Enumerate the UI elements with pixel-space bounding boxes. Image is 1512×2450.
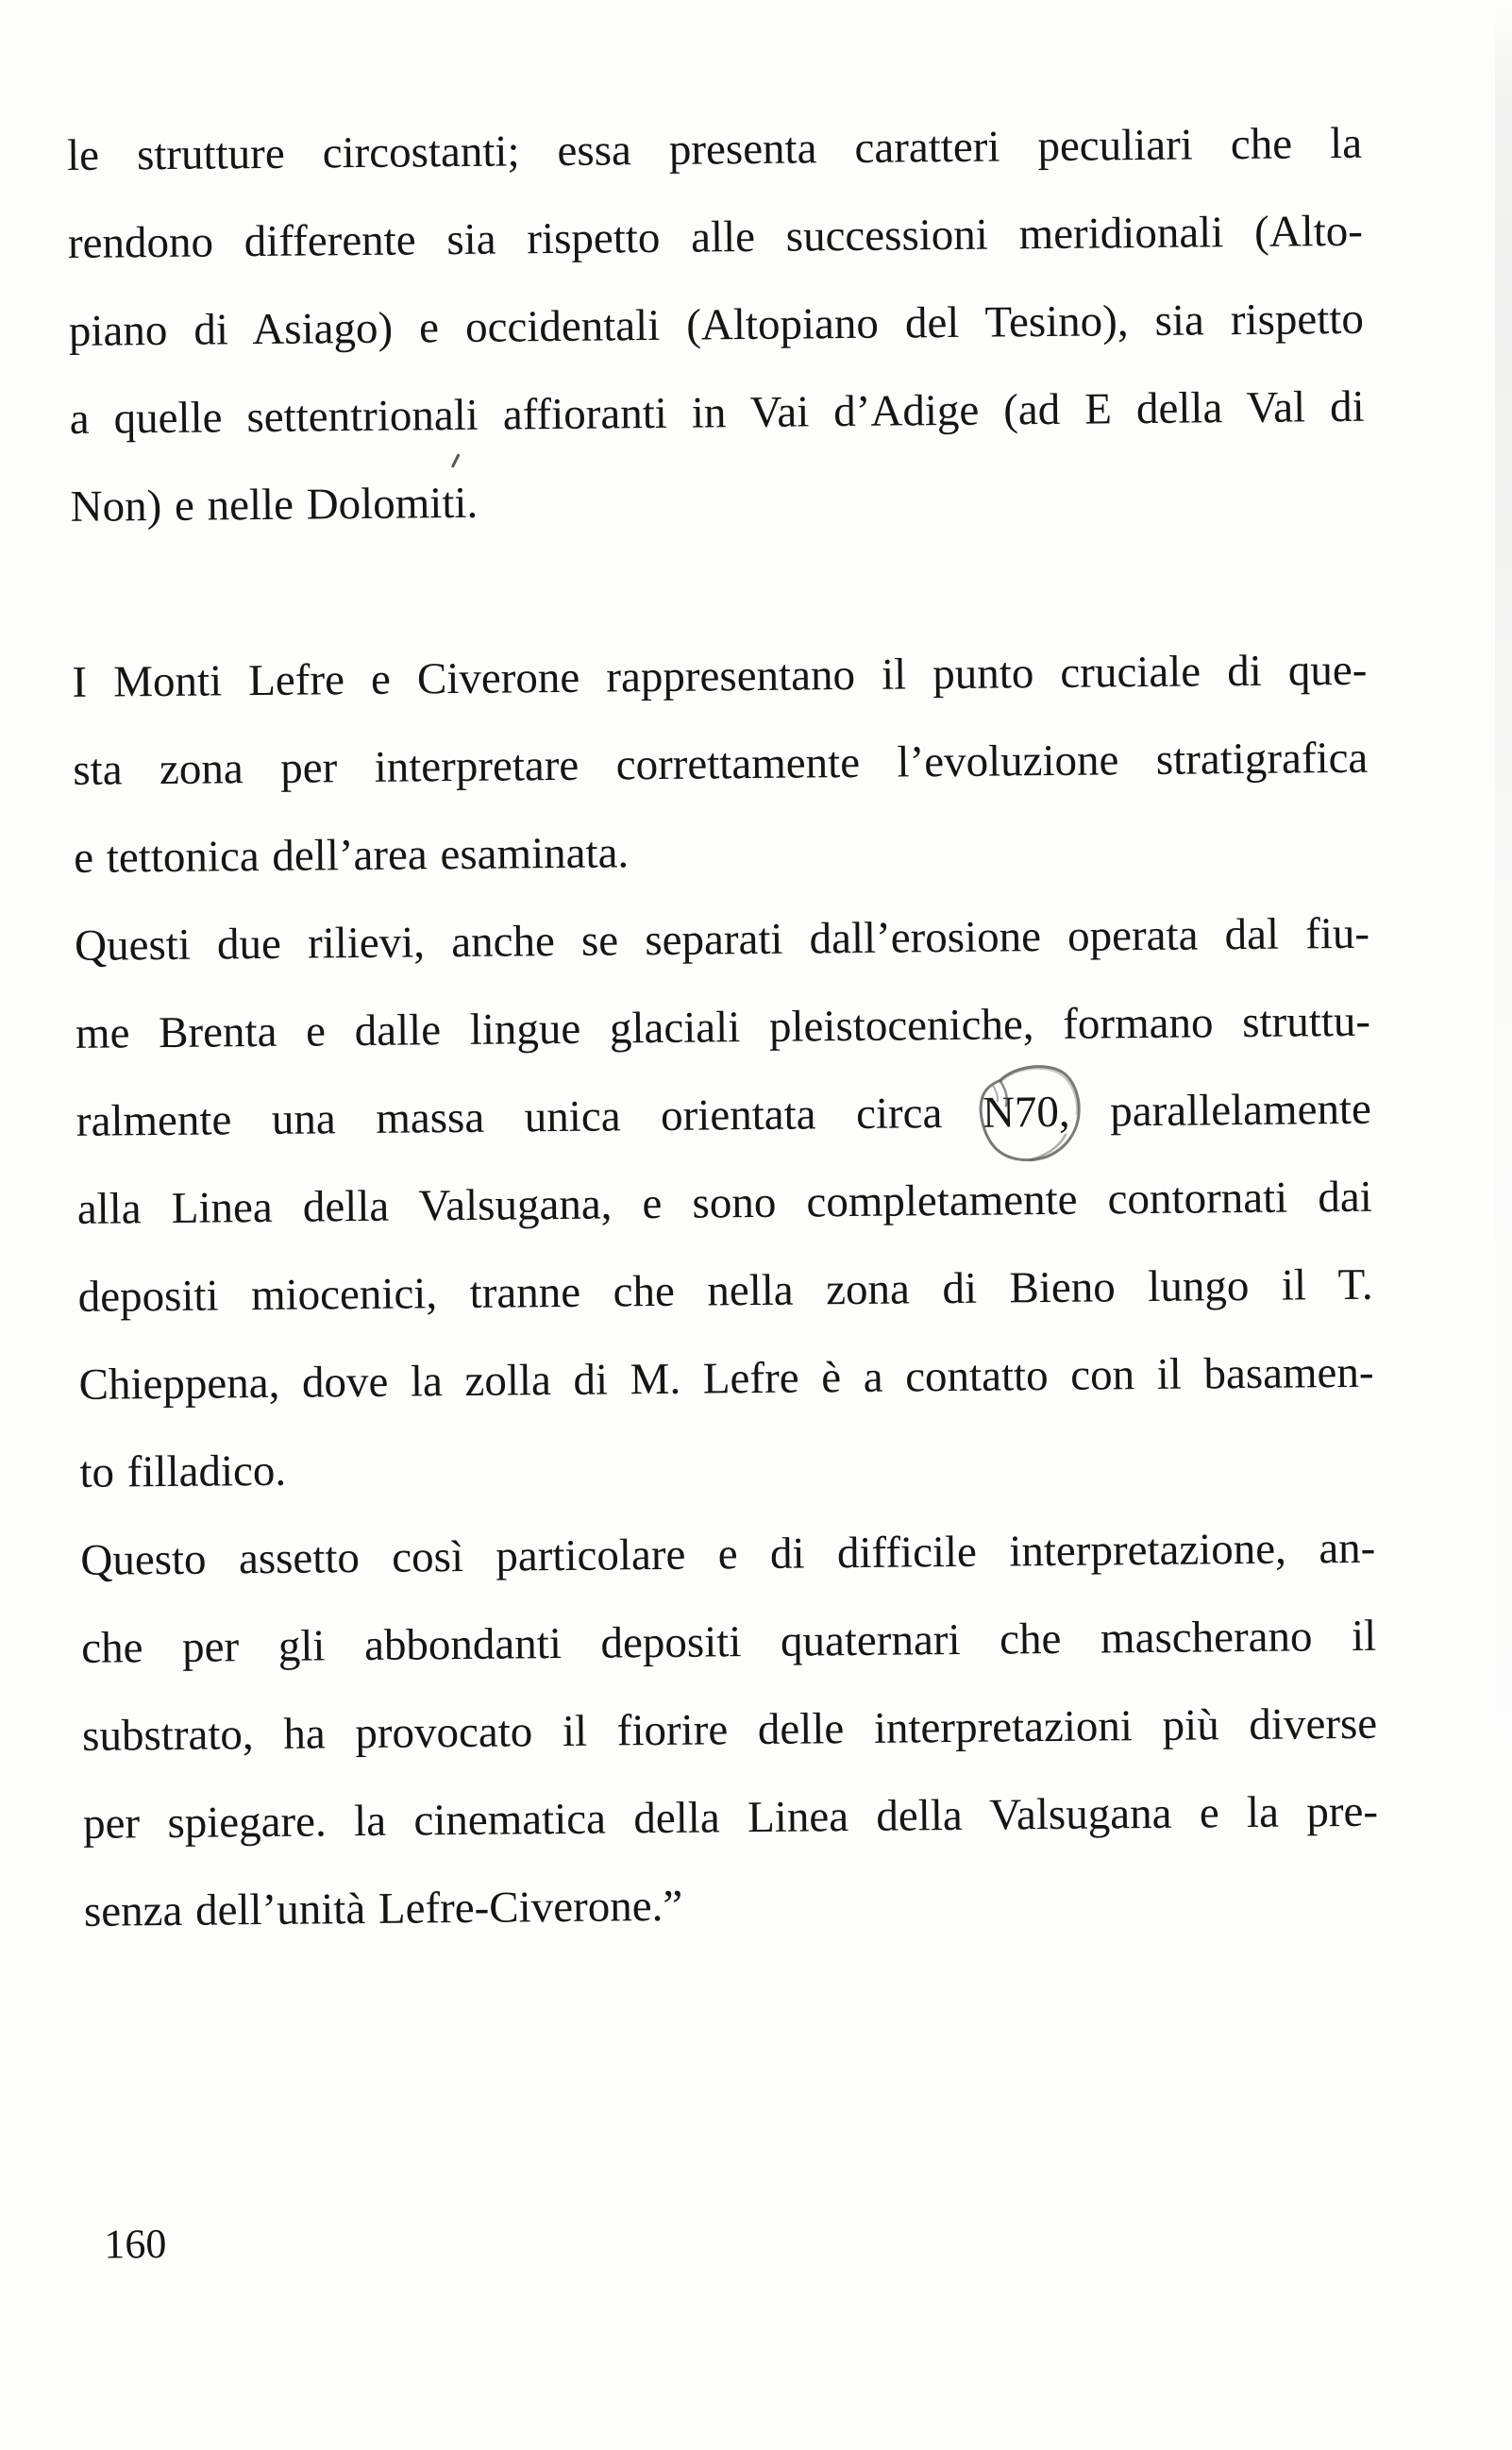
text-line: senza dell’unità Lefre-Civerone.” (83, 1881, 683, 1936)
text-line: to filladico. (79, 1445, 287, 1497)
text-line: Chieppena, dove la zolla di M. Lefre è a contatto con il basamen- (78, 1347, 1374, 1410)
text-segment: ralmente una massa unica orientata circa (76, 1088, 983, 1146)
text-line: substrato, ha provocato il fiorire delle interpretazioni più diverse (81, 1698, 1378, 1761)
text-line-with-annotation (76, 1066, 1371, 1166)
text-line: che per gli abbondanti depositi quaternari che mascherano il (81, 1611, 1377, 1673)
text-line: piano di Asiago) e occidentali (Altopiano del Tesino), sia rispetto (68, 294, 1365, 356)
text-line: rendono differente sia rispetto alle successioni meridionali (Alto- (67, 206, 1364, 268)
text-line: per spiegare. la cinematica della Linea della Valsugana e la pre- (82, 1786, 1379, 1849)
blank-line (71, 539, 1367, 639)
text-line: alla Linea della Valsugana, e sono completamente contornati dai (76, 1172, 1372, 1234)
circled-n70 (983, 1088, 1070, 1138)
text-block (67, 100, 1380, 1956)
text-line: e tettonica dell’area esaminata. (73, 828, 630, 883)
text-line: Questi due rilievi, anche se separati dall’erosione operata dal fiu- (74, 908, 1370, 971)
text-line: a quelle settentrionali affioranti in Vai d’Adige (ad E della Val di (69, 381, 1365, 444)
text-line: depositi miocenici, tranne che nella zona di Bieno lungo il T. (77, 1259, 1373, 1322)
text-line: me Brenta e dalle lingue glaciali pleistoceniche, formano struttu- (75, 996, 1371, 1058)
page-number: 160 (104, 2221, 167, 2268)
text-line: I Monti Lefre e Civerone rappresentano il punto cruciale di que- (72, 645, 1368, 707)
text-line: sta zona per interpretare correttamente l’evoluzione stratigrafica (73, 733, 1369, 795)
text-line: Questo assetto così particolare e di difficile interpretazione, an- (80, 1523, 1376, 1585)
text-line: le strutture circostanti; essa presenta caratteri peculiari che la (66, 118, 1363, 180)
text-line: Non) e nelle Dolomiti. (70, 478, 479, 532)
circled-text: N70, (982, 1087, 1070, 1138)
text-segment: parallelamente (1069, 1084, 1372, 1137)
